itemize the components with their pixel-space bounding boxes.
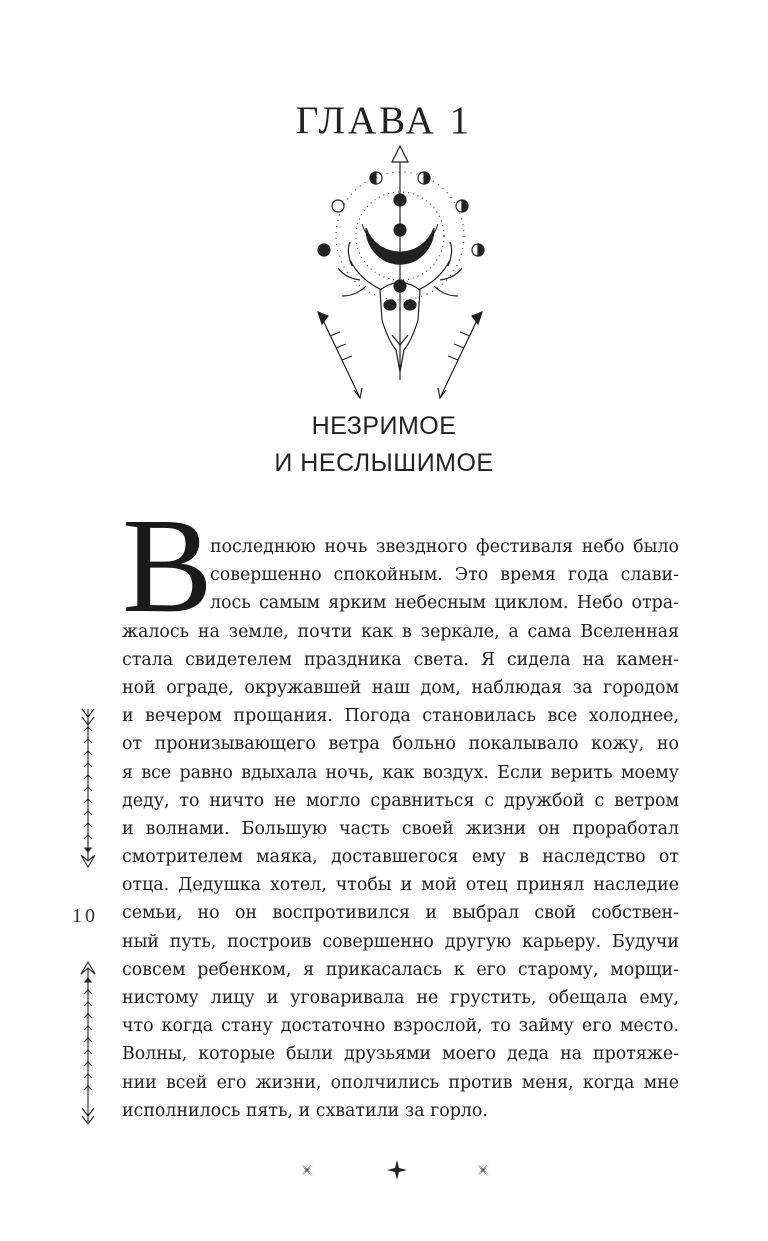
page-number: 10 (72, 905, 98, 927)
text-line: ный путь, построив совершенно другую карьеру. Будучи (122, 931, 679, 952)
star-divider-icon (290, 1158, 500, 1182)
chapter-title: ГЛАВА 1 (295, 99, 473, 142)
subtitle-line-2: И НЕСЛЫШИМОЕ (274, 449, 494, 477)
text-line: нистому лицу и уговаривала не грустить, обещала ему, (122, 988, 679, 1008)
chapter-subtitle (0, 408, 768, 482)
down-arrow-ornament-icon (78, 705, 98, 873)
text-line: деду, то ничто не могло сравниться с дружбой с ветром (122, 790, 679, 811)
body-paragraph (122, 533, 679, 1125)
text-line: от пронизывающего ветра больно покалывало кожу, но (122, 734, 679, 755)
text-line: стала свидетелем праздника света. Я сидела на камен- (122, 649, 679, 670)
drop-cap: В (122, 491, 213, 641)
text-line: я все равно вдыхала ночь, как воздух. Если верить моему (122, 762, 679, 783)
text-line: семьи, но он воспротивился и выбрал свой собствен- (122, 903, 679, 924)
text-line: Волны, которые были друзьями моего деда на протяже- (122, 1044, 679, 1065)
text-line: и волнами. Большую часть своей жизни он проработал (122, 818, 679, 839)
up-arrow-ornament-icon (78, 958, 98, 1126)
text-line: отца. Дедушка хотел, чтобы и мой отец принял наследие (122, 875, 679, 896)
text-line: лось самым ярким небесным циклом. Небо отра- (210, 593, 679, 614)
text-line: совершенно спокойным. Это время года слави- (210, 565, 679, 586)
text-line: жалось на земле, почти как в зеркале, а сама Вселенная (122, 621, 679, 642)
text-line: исполнилось пять, и схватили за горло. (122, 1100, 488, 1121)
text-line: и вечером прощания. Погода становилась все холоднее, (122, 706, 679, 727)
text-line: совсем ребенком, я прикасалась к его старому, морщи- (122, 959, 679, 980)
text-line: смотрителем маяка, доставшегося ему в наследство от (122, 847, 679, 868)
text-line: ной ограде, окружавшей наш дом, наблюдая за городом (122, 677, 679, 698)
moon-stag-emblem-icon (300, 140, 500, 402)
text-line: последнюю ночь звездного фестиваля небо было (210, 537, 679, 557)
subtitle-line-1: НЕЗРИМОЕ (311, 412, 457, 440)
text-line: что когда стану достаточно взрослой, то займу его место. (122, 1016, 679, 1037)
text-line: нии всей его жизни, ополчились против меня, когда мне (122, 1072, 679, 1093)
